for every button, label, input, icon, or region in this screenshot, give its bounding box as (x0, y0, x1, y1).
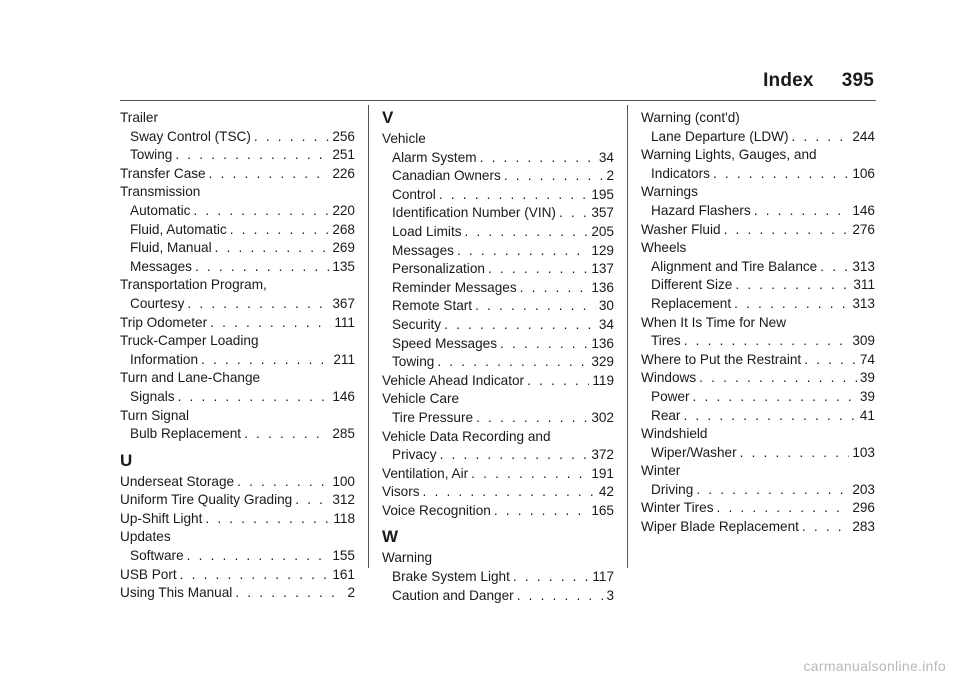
entry-label: Sway Control (TSC) (130, 128, 251, 144)
entry-page-number: 296 (852, 500, 875, 516)
dot-leader (802, 518, 849, 537)
dot-leader (178, 388, 330, 407)
index-topic: Vehicle Data Recording and (382, 428, 551, 444)
entry-label: Load Limits (392, 223, 462, 239)
index-entry (641, 481, 875, 500)
entry-page-number: 137 (591, 261, 614, 277)
entry-label: Alignment and Tire Balance (651, 258, 818, 274)
index-entry (382, 335, 614, 354)
index-entry (382, 568, 614, 587)
entry-label: Alarm System (392, 149, 477, 165)
dot-leader (820, 258, 849, 277)
index-entry (382, 409, 614, 428)
entry-label: Identification Number (VIN) (392, 205, 556, 221)
entry-page-number: 146 (852, 202, 875, 218)
dot-leader (423, 483, 596, 502)
index-entry (120, 221, 355, 240)
entry-page-number: 311 (853, 277, 875, 293)
entry-page-number: 2 (347, 585, 355, 601)
entry-label: Vehicle Ahead Indicator (382, 372, 525, 388)
entry-label: Windows (641, 370, 697, 386)
entry-page-number: 251 (332, 147, 355, 163)
entry-label: Where to Put the Restraint (641, 351, 802, 367)
entries-t (120, 109, 355, 444)
dot-leader (210, 314, 331, 333)
index-entry (120, 258, 355, 277)
dot-leader (471, 465, 588, 484)
index-topic: Turn and Lane-Change (120, 370, 261, 386)
index-entry (641, 388, 875, 407)
dot-leader (205, 510, 330, 529)
dot-leader (734, 295, 849, 314)
entry-page-number: 165 (591, 502, 614, 518)
entry-label: Reminder Messages (392, 279, 517, 295)
entry-label: Canadian Owners (392, 168, 501, 184)
entry-label: Bulb Replacement (130, 426, 242, 442)
index-entry (382, 260, 614, 279)
dot-leader (500, 335, 588, 354)
dot-leader (754, 202, 850, 221)
entry-label: Trip Odometer (120, 314, 208, 330)
entries-w-continued (641, 109, 875, 537)
index-column-1 (120, 109, 355, 603)
index-entry (382, 149, 614, 168)
dot-leader (437, 353, 588, 372)
letter-heading-u: U (120, 450, 133, 470)
dot-leader (254, 128, 329, 147)
dot-leader (717, 499, 850, 518)
entry-label: Signals (130, 388, 175, 404)
dot-leader (476, 409, 588, 428)
dot-leader (439, 186, 588, 205)
dot-leader (187, 547, 330, 566)
entry-label: Messages (392, 242, 454, 258)
entry-page-number: 357 (591, 205, 614, 221)
index-entry (641, 332, 875, 351)
entries-u (120, 473, 355, 603)
entry-label: Winter Tires (641, 500, 714, 516)
dot-leader (804, 351, 857, 370)
index-entry (120, 295, 355, 314)
index-entry (120, 351, 355, 370)
dot-leader (237, 473, 329, 492)
index-entry (382, 353, 614, 372)
entry-page-number: 256 (332, 128, 355, 144)
entry-label: Software (130, 548, 184, 564)
index-entry (641, 202, 875, 221)
entry-label: Tire Pressure (392, 409, 474, 425)
entry-page-number: 367 (332, 295, 355, 311)
entry-label: Control (392, 186, 436, 202)
entry-label: Wiper Blade Replacement (641, 519, 799, 535)
entry-label: Rear (651, 407, 681, 423)
index-entry (120, 473, 355, 492)
entry-page-number: 42 (598, 484, 614, 500)
entry-page-number: 244 (852, 128, 875, 144)
index-entry (120, 239, 355, 258)
entry-label: Uniform Tire Quality Grading (120, 492, 293, 508)
dot-leader (209, 165, 330, 184)
index-entry (382, 186, 614, 205)
entry-label: Up-Shift Light (120, 510, 203, 526)
dot-leader (195, 258, 329, 277)
dot-leader (559, 204, 588, 223)
index-entry (120, 566, 355, 585)
entry-page-number: 285 (332, 426, 355, 442)
entry-page-number: 106 (852, 165, 875, 181)
index-entry (382, 167, 614, 186)
index-topic: Warning Lights, Gauges, and (641, 147, 817, 163)
index-entry (382, 502, 614, 521)
entry-page-number: 39 (859, 370, 875, 386)
index-entry (382, 465, 614, 484)
entry-page-number: 195 (591, 186, 614, 202)
page-number: 395 (841, 70, 874, 91)
dot-leader (444, 316, 596, 335)
index-topic: Winter (641, 463, 681, 479)
index-entry (641, 369, 875, 388)
dot-leader (230, 221, 330, 240)
entry-page-number: 135 (332, 258, 355, 274)
index-topic: Warning (cont'd) (641, 110, 740, 125)
entry-page-number: 155 (332, 548, 355, 564)
entry-label: USB Port (120, 566, 177, 582)
index-entry (641, 221, 875, 240)
dot-leader (699, 369, 857, 388)
dot-leader (696, 481, 849, 500)
dot-leader (693, 388, 857, 407)
index-entry (120, 547, 355, 566)
dot-leader (513, 568, 589, 587)
entry-page-number: 111 (334, 314, 355, 330)
dot-leader (517, 587, 604, 606)
dot-leader (295, 491, 329, 510)
index-entry (641, 351, 875, 370)
index-topic: Wheels (641, 240, 687, 256)
index-topic: Transportation Program, (120, 277, 267, 293)
entries-v (382, 130, 614, 520)
entry-page-number: 100 (332, 473, 355, 489)
index-entry (641, 276, 875, 295)
entry-label: Personalization (392, 261, 485, 277)
index-topic: Truck-Camper Loading (120, 333, 259, 349)
entry-label: Messages (130, 258, 192, 274)
entry-page-number: 34 (598, 316, 614, 332)
entry-label: Transfer Case (120, 165, 206, 181)
entries-w (382, 549, 614, 605)
entry-label: Replacement (651, 295, 732, 311)
entry-label: Towing (130, 147, 173, 163)
letter-heading-w: W (382, 527, 399, 547)
entry-label: Underseat Storage (120, 473, 235, 489)
index-topic: Vehicle Care (382, 391, 460, 407)
index-entry (641, 258, 875, 277)
entry-page-number: 268 (332, 221, 355, 237)
index-topic: Warnings (641, 184, 698, 200)
entry-label: Driving (651, 481, 694, 497)
letter-heading-v: V (382, 108, 394, 127)
entry-page-number: 129 (591, 242, 614, 258)
index-entry (120, 146, 355, 165)
entry-label: Fluid, Automatic (130, 221, 227, 237)
index-entry (382, 372, 614, 391)
entry-label: Towing (392, 354, 435, 370)
dot-leader (244, 425, 329, 444)
entry-page-number: 312 (332, 492, 355, 508)
dot-leader (180, 566, 330, 585)
dot-leader (488, 260, 588, 279)
entry-label: Automatic (130, 202, 191, 218)
entry-label: Information (130, 351, 199, 367)
dot-leader (504, 167, 604, 186)
entry-label: Washer Fluid (641, 221, 721, 237)
entry-page-number: 302 (591, 409, 614, 425)
index-entry (120, 584, 355, 603)
index-entry (641, 499, 875, 518)
entry-label: Indicators (651, 165, 710, 181)
index-entry (382, 483, 614, 502)
dot-leader (740, 444, 850, 463)
index-topic: Turn Signal (120, 407, 190, 423)
index-entry (382, 316, 614, 335)
index-entry (120, 202, 355, 221)
index-topic: When It Is Time for New (641, 314, 787, 330)
entry-label: Speed Messages (392, 335, 498, 351)
entry-label: Visors (382, 484, 420, 500)
entry-page-number: 276 (852, 221, 875, 237)
index-entry (120, 128, 355, 147)
index-entry (120, 314, 355, 333)
entry-page-number: 30 (598, 298, 614, 314)
entry-label: Wiper/Washer (651, 444, 737, 460)
page-header (763, 70, 874, 92)
entry-label: Hazard Flashers (651, 202, 751, 218)
entry-page-number: 41 (859, 407, 875, 423)
index-topic: Warning (382, 550, 433, 566)
entry-page-number: 161 (332, 566, 355, 582)
dot-leader (735, 276, 850, 295)
entry-label: Caution and Danger (392, 587, 514, 603)
entry-page-number: 117 (592, 569, 614, 585)
watermark: carmanualsonline.info (803, 658, 946, 674)
index-topic: Trailer (120, 110, 159, 125)
index-entry (382, 446, 614, 465)
entry-page-number: 74 (859, 351, 875, 367)
dot-leader (792, 128, 850, 147)
index-entry (382, 279, 614, 298)
dot-leader (520, 279, 589, 298)
entry-page-number: 283 (852, 519, 875, 535)
dot-leader (683, 407, 856, 426)
index-entry (120, 510, 355, 529)
index-entry (120, 165, 355, 184)
index-entry (382, 223, 614, 242)
entry-label: Security (392, 316, 442, 332)
dot-leader (215, 239, 330, 258)
index-topic: Vehicle (382, 131, 426, 146)
index-title: Index (763, 70, 814, 91)
dot-leader (201, 351, 330, 370)
entry-page-number: 2 (606, 168, 614, 184)
index-entry (120, 388, 355, 407)
entry-label: Privacy (392, 447, 437, 463)
entry-page-number: 313 (852, 295, 875, 311)
dot-leader (724, 221, 850, 240)
index-entry (120, 425, 355, 444)
entry-label: Fluid, Manual (130, 240, 212, 256)
entry-page-number: 191 (591, 465, 614, 481)
entry-page-number: 269 (332, 240, 355, 256)
index-topic: Transmission (120, 184, 201, 200)
header-rule (120, 100, 876, 101)
entry-page-number: 329 (591, 354, 614, 370)
dot-leader (440, 446, 589, 465)
index-column-3 (641, 109, 875, 537)
index-entry (382, 204, 614, 223)
dot-leader (175, 146, 329, 165)
entry-label: Remote Start (392, 298, 473, 314)
entry-label: Power (651, 388, 690, 404)
column-divider-2 (627, 105, 628, 568)
entry-label: Courtesy (130, 295, 185, 311)
entry-page-number: 136 (591, 335, 614, 351)
index-entry (382, 242, 614, 261)
dot-leader (475, 297, 596, 316)
dot-leader (193, 202, 329, 221)
entry-page-number: 118 (333, 510, 355, 526)
dot-leader (457, 242, 588, 261)
index-entry (120, 491, 355, 510)
entry-page-number: 146 (332, 388, 355, 404)
dot-leader (480, 149, 596, 168)
index-entry (641, 165, 875, 184)
index-column-2 (382, 108, 614, 605)
index-entry (641, 518, 875, 537)
index-entry (382, 297, 614, 316)
entry-label: Different Size (651, 277, 733, 293)
column-divider-1 (368, 105, 369, 568)
entry-page-number: 34 (598, 149, 614, 165)
entry-page-number: 226 (332, 165, 355, 181)
entry-label: Tires (651, 333, 681, 349)
entry-page-number: 220 (332, 202, 355, 218)
entry-page-number: 313 (852, 258, 875, 274)
dot-leader (713, 165, 849, 184)
dot-leader (187, 295, 329, 314)
entry-page-number: 211 (333, 351, 355, 367)
index-entry (641, 444, 875, 463)
index-topic: Windshield (641, 426, 708, 442)
dot-leader (465, 223, 589, 242)
entry-page-number: 3 (606, 587, 614, 603)
entry-page-number: 203 (852, 481, 875, 497)
entry-page-number: 103 (852, 444, 875, 460)
entry-page-number: 136 (591, 279, 614, 295)
dot-leader (527, 372, 589, 391)
entry-page-number: 372 (591, 447, 614, 463)
entry-page-number: 205 (591, 223, 614, 239)
index-entry (641, 295, 875, 314)
index-topic: Updates (120, 529, 171, 545)
index-entry (641, 407, 875, 426)
entry-label: Using This Manual (120, 585, 233, 601)
index-entry (382, 587, 614, 606)
entry-page-number: 119 (592, 372, 614, 388)
entry-page-number: 39 (859, 388, 875, 404)
dot-leader (684, 332, 850, 351)
dot-leader (494, 502, 588, 521)
entry-page-number: 309 (852, 333, 875, 349)
entry-label: Ventilation, Air (382, 465, 469, 481)
entry-label: Brake System Light (392, 569, 510, 585)
dot-leader (235, 584, 344, 603)
entry-label: Lane Departure (LDW) (651, 128, 789, 144)
index-entry (641, 128, 875, 147)
entry-label: Voice Recognition (382, 502, 491, 518)
